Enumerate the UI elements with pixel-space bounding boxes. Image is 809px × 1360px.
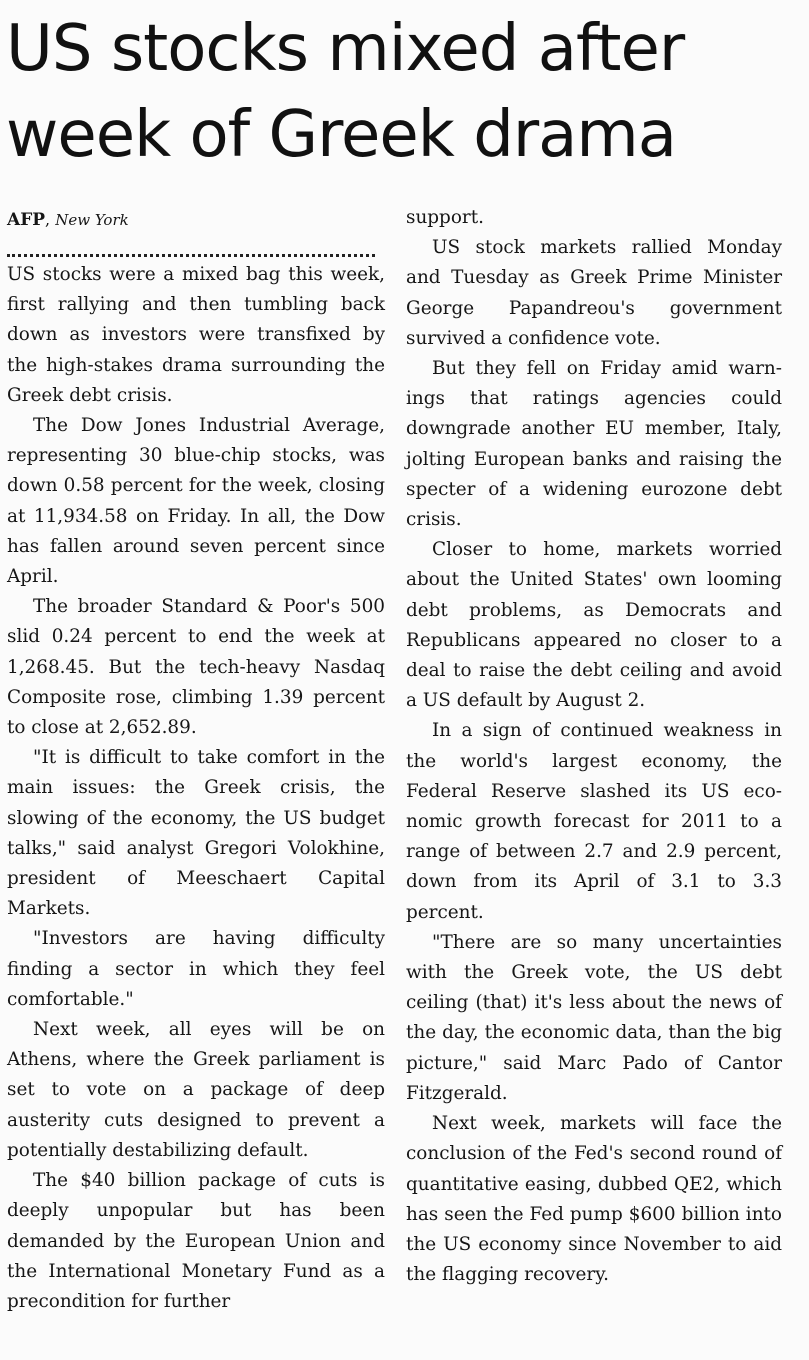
paragraph: US stock markets rallied Monday and Tuesday as Greek Prime Minister George Papandreou's government survived a confidence vote. [406, 237, 782, 349]
paragraph: In a sign of continued weakness in the world's largest economy, the Federal Reserve slashed its US economic growth forecast for 2011 to a range of between 2.7 and 2.9 percent, down from its April of 3.1 to 3.3 percent. [406, 720, 782, 923]
paragraph: The Dow Jones Industrial Average, representing 30 blue-chip stocks, was down 0.58 percent for the week, closing at 11,934.58 on Friday. In all, the Dow has fallen around seven percent since April. [7, 415, 385, 588]
paragraph: The broader Standard & Poor's 500 slid 0.24 percent to end the week at 1,268.45. But the tech-heavy Nasdaq Composite rose, climbing 1.39 percent to close at 2,652.89. [7, 596, 385, 739]
paragraph: US stocks were a mixed bag this week, first rallying and then tumbling back down as investors were transfixed by the high-stakes drama surrounding the Greek debt crisis. [7, 264, 385, 406]
paragraph: "It is difficult to take comfort in the main issues: the Greek crisis, the slowing of the economy, the US budget talks," said analyst Gregori Volokhine, president of Meeschaert Capital Markets. [7, 747, 385, 920]
headline [6, 6, 806, 178]
paragraph: But they fell on Friday amid warnings that ratings agencies could downgrade another EU member, Italy, jolting European banks and raising the specter of a widening eurozone debt crisis. [406, 358, 782, 531]
byline-divider [7, 235, 375, 257]
headline-line-2: week of Greek drama [6, 98, 676, 172]
paragraph-continued: support. [406, 207, 484, 228]
article-column-right [406, 203, 782, 1290]
byline-agency: AFP [7, 210, 46, 230]
paragraph: The $40 billion package of cuts is deeply unpopular but has been demanded by the European Union and the International Monetary Fund as a precondition for further [7, 1170, 385, 1312]
paragraph: Next week, all eyes will be on Athens, where the Greek parliament is set to vote on a package of deep austerity cuts designed to prevent a potentially destabilizing default. [7, 1019, 385, 1161]
byline-location: New York [55, 211, 129, 229]
headline-line-1: US stocks mixed after [6, 12, 685, 86]
paragraph: Closer to home, markets worried about the United States' own looming debt problems, as Democrats and Republicans appeared no closer to a deal to raise the debt ceiling and avoid a US default by August 2. [406, 539, 782, 712]
paragraph: "There are so many uncertainties with the Greek vote, the US debt ceiling (that) it's less about the news of the day, the economic data, than the big picture," said Marc Pado of Cantor Fitzgerald. [406, 931, 782, 1104]
article-column-left [7, 203, 385, 1317]
paragraph: Next week, markets will face the conclusion of the Fed's second round of quantitative easing, dubbed QE2, which has seen the Fed pump $600 billion into the US economy since November to aid the flagging recovery. [406, 1113, 782, 1286]
byline: AFP, New York [7, 210, 129, 230]
paragraph: "Investors are having difficulty finding a sector in which they feel comfortable." [7, 928, 385, 1010]
